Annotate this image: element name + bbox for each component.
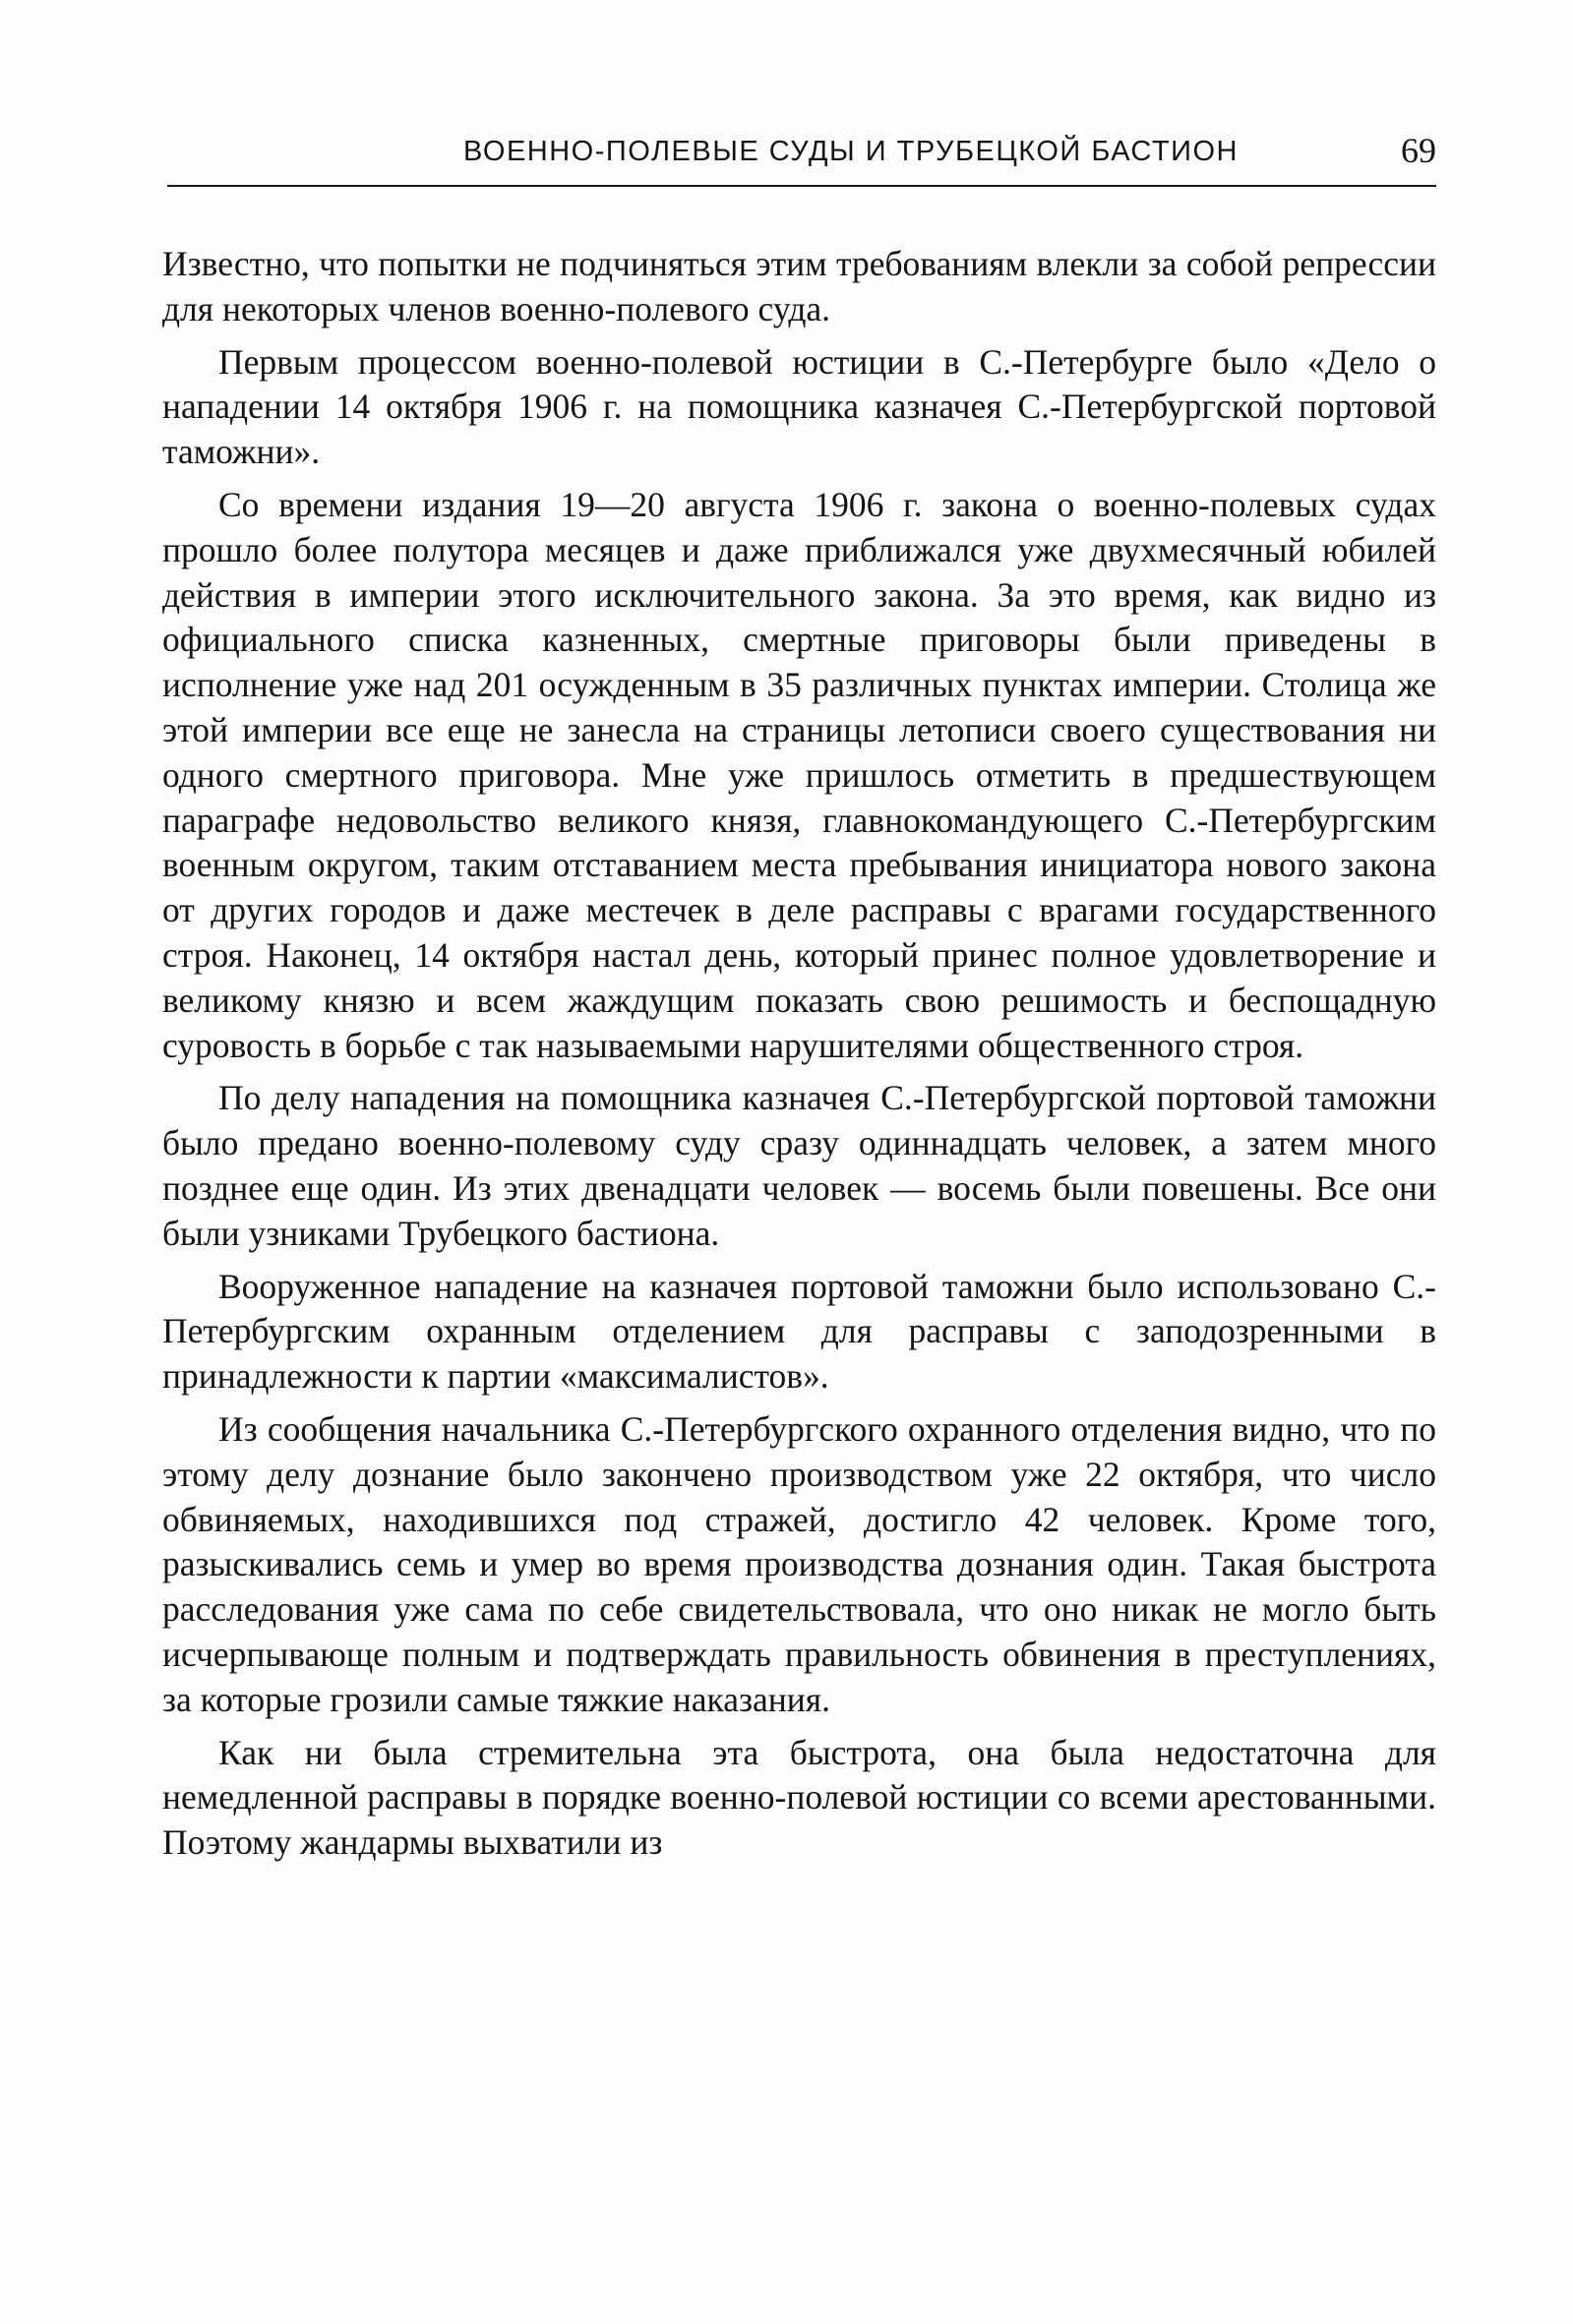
body-text	[162, 242, 1436, 1874]
paragraph: По делу нападения на помощника казначея С.-Петербургской портовой таможни было предано военно-полевому суду сразу одиннадцать человек, а затем много позднее еще один. Из этих двенадцати человек — восемь были повешены. Все они были узниками Трубецкого бастиона.	[162, 1078, 1436, 1253]
paragraph: Со времени издания 19—20 августа 1906 г. закона о военно-полевых судах прошло более полутора месяцев и даже приближался уже двухмесячный юбилей действия в империи этого исключительного закона. За это время, как видно из официального списка казненных, смертные приговоры были приведены в исполнение уже над 201 осужденным в 35 различных пунктах империи. Столица же этой империи все еще не занесла на страницы летописи своего существования ни одного смертного приговора. Мне уже пришлось отметить в предшествующем параграфе недовольство великого князя, главнокомандующего С.-Петербургским военным округом, таким отставанием места пребывания инициатора нового закона от других городов и даже местечек в деле расправы с врагами государственного строя. Наконец, 14 октября настал день, который принес полное удовлетворение и великому князю и всем жаждущим показать свою решимость и беспощадную суровость в борьбе с так называемыми нарушителями общественного строя.	[162, 484, 1436, 1065]
paragraph: Из сообщения начальника С.-Петербургского охранного отделения видно, что по этому делу дознание было закончено производством уже 22 октября, что число обвиняемых, находившихся под стражей, достигло 42 человек. Кроме того, разыскивались семь и умер во время производства дознания один. Такая быстрота расследования уже сама по себе свидетельствовала, что оно никак не могло быть исчерпывающе полным и подтверждать правильность обвинения в преступлениях, за которые грозили самые тяжкие наказания.	[162, 1408, 1436, 1719]
paragraph: Вооруженное нападение на казначея портовой таможни было использовано С.-Петербургским охранным отделением для расправы с заподозренными в принадлежности к партии «максималистов».	[162, 1266, 1436, 1397]
page-number: 69	[1401, 131, 1436, 170]
paragraph: Известно, что попытки не подчиняться этим требованиям влекли за собой репрессии для некоторых членов военно-полевого суда.	[162, 244, 1436, 328]
running-header	[167, 130, 1436, 187]
running-title: ВОЕННО-ПОЛЕВЫЕ СУДЫ И ТРУБЕЦКОЙ БАСТИОН	[463, 136, 1239, 167]
paragraph: Как ни была стремительна эта быстрота, она была недостаточна для немедленной расправы в порядке военно-полевой юстиции со всеми арестованными. Поэтому жандармы выхватили из	[162, 1732, 1436, 1863]
paragraph: Первым процессом военно-полевой юстиции в С.-Петербурге было «Дело о нападении 14 октября 1906 г. на помощника казначея С.-Петербургской портовой таможни».	[162, 341, 1436, 472]
